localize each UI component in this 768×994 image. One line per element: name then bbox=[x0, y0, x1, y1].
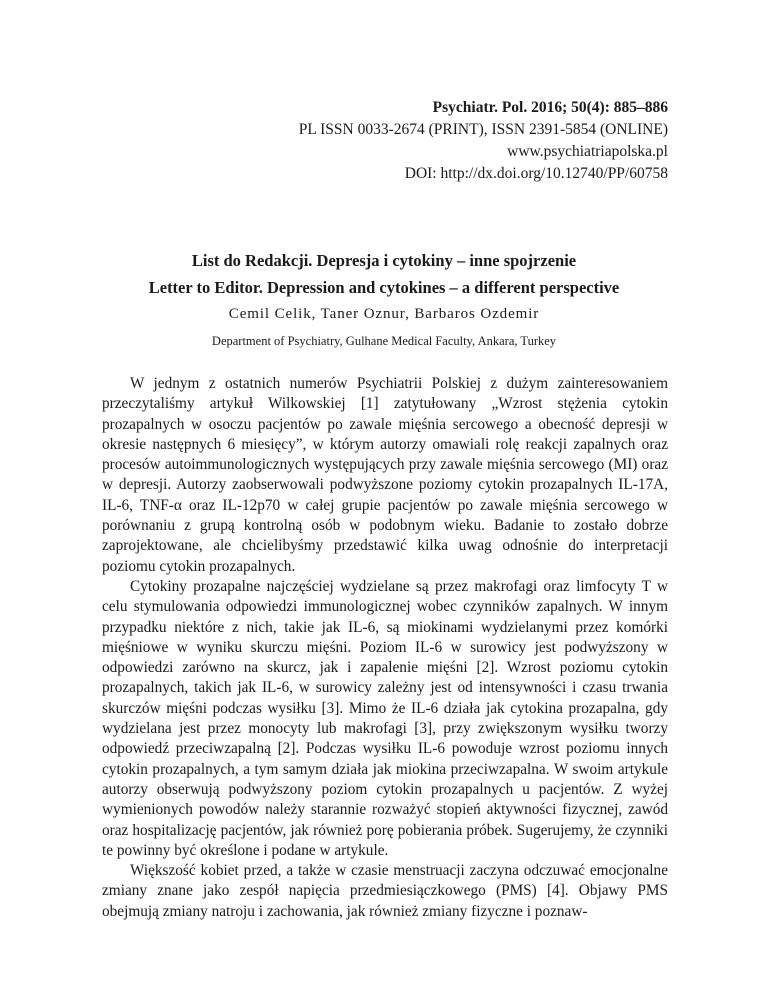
body-paragraph: W jednym z ostatnich numerów Psychiatrii Polskiej z dużym zainteresowaniem przeczytaliśmy artykuł Wilkowskiej [1] zatytułowany „Wzrost stężenia cytokin prozapalnych w osoczu pacjentów po zawale mięśnia sercowego a obecność depresji w okresie następnych 6 miesięcy”, w którym autorzy omawiali rolę reakcji zapalnych oraz procesów autoimmunologicznych występujących przy zawale mięśnia sercowego (MI) oraz w depresji. Autorzy zaobserwowali podwyższone poziomy cytokin prozapalnych IL-17A, IL-6, TNF-α oraz IL-12p70 w całej grupie pacjentów po zawale mięśnia sercowego w porównaniu z grupą kontrolną osób w podobnym wieku. Badanie to zostało dobrze zaprojektowane, ale chcielibyśmy przedstawić kilka uwag odnośnie do interpretacji poziomu cytokin prozapalnych. bbox=[102, 375, 668, 575]
article-body bbox=[102, 374, 668, 922]
affiliation: Department of Psychiatry, Gulhane Medical Faculty, Ankara, Turkey bbox=[211, 334, 557, 348]
journal-website[interactable]: www.psychiatriapolska.pl bbox=[507, 143, 668, 160]
article-doi[interactable]: DOI: http://dx.doi.org/10.12740/PP/60758 bbox=[404, 165, 668, 182]
title-english: Letter to Editor. Depression and cytokines – a different perspective bbox=[148, 278, 620, 297]
body-paragraph: Większość kobiet przed, a także w czasie menstruacji zaczyna odczuwać emocjonalne zmiany znane jako zespół napięcia przedmiesiączkowego (PMS) [4]. Objawy PMS obejmują zmiany natroju i zachowania, jak również zmiany fizyczne i poznaw- bbox=[102, 862, 668, 920]
author-list: Cemil Celik, Taner Oznur, Barbaros Ozdemir bbox=[228, 306, 540, 322]
journal-header bbox=[299, 97, 668, 185]
journal-citation: Psychiatr. Pol. 2016; 50(4): 885–886 bbox=[432, 99, 668, 116]
journal-issn: PL ISSN 0033-2674 (PRINT), ISSN 2391-5854 (ONLINE) bbox=[298, 121, 668, 138]
title-polish: List do Redakcji. Depresja i cytokiny – inne spojrzenie bbox=[191, 251, 577, 270]
article-titles bbox=[80, 247, 688, 326]
body-paragraph: Cytokiny prozapalne najczęściej wydzielane są przez makrofagi oraz limfocyty T w celu stymulowania odpowiedzi immunologicznej wobec czynników zapalnych. W innym przypadku niektóre z nich, takie jak IL-6, są miokinami wydzielanymi przez komórki mięśniowe w wyniku skurczu mięśni. Poziom IL-6 w surowicy jest podwyższony w odpowiedzi zarówno na skurcz, jak i zapalenie mięśni [2]. Wzrost poziomu cytokin prozapalnych, takich jak IL-6, w surowicy zależny jest od intensywności i czasu trwania skurczów mięśni podczas wysiłku [3]. Mimo że IL-6 działa jak cytokina prozapalna, gdy wydzielana jest przez monocyty lub makrofagi [3], przy zwiększonym wysiłku tworzy odpowiedź przeciwzapalną [2]. Podczas wysiłku IL-6 powoduje wzrost poziomu innych cytokin prozapalnych, a tym samym działa jak miokina przeciwzapalna. W swoim artykule autorzy obserwują podwyższony poziom cytokin prozapalnych u pacjentów. Z wyżej wymienionych powodów należy starannie rozważyć stopień aktywności fizycznej, zawód oraz hospitalizację pacjentów, jak również porę pobierania próbek. Sugerujemy, że czynniki te powinny być określone i podane w artykule. bbox=[102, 577, 668, 859]
